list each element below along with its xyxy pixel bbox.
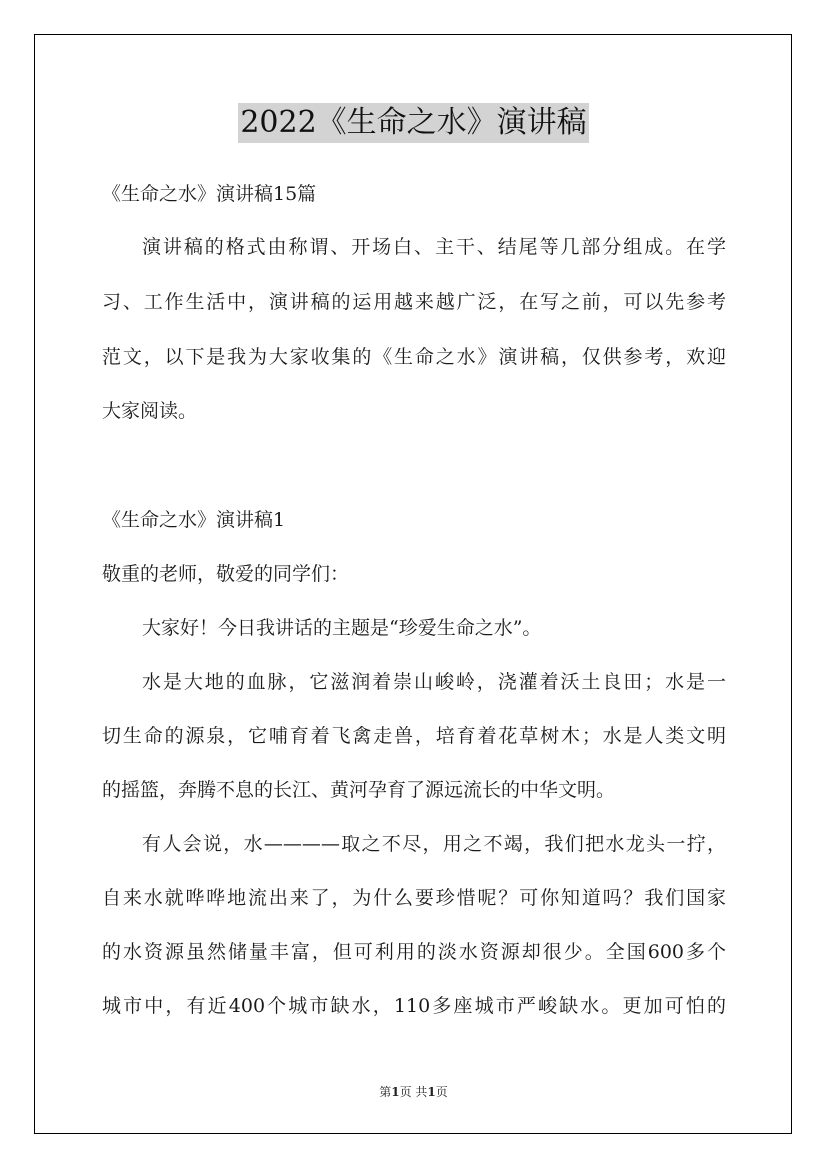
title-wrap [0,103,827,143]
para3-line-4: 城市中，有近400个城市缺水，110多座城市严峻缺水。更加可怕的 [102,995,726,1017]
para2-line-3: 的摇篮，奔腾不息的长江、黄河孕育了源远流长的中华文明。 [102,779,616,801]
intro-line-4: 大家阅读。 [102,400,198,422]
salutation: 敬重的老师，敬爱的同学们： [102,563,350,585]
page-footer [0,1085,827,1099]
para2-line-1: 水是大地的血脉，它滋润着崇山峻岭，浇灌着沃土良田；水是一 [142,671,726,693]
intro-line-1: 演讲稿的格式由称谓、开场白、主干、结尾等几部分组成。在学 [142,236,726,258]
footer-prefix: 第 [379,1085,392,1099]
document-title: 2022《生命之水》演讲稿 [238,103,588,143]
footer-page-current: 1 [391,1085,400,1099]
footer-suffix: 页 [435,1085,448,1099]
para3-line-1: 有人会说，水————取之不尽，用之不竭，我们把水龙头一拧， [142,833,726,855]
para3-line-3: 的水资源虽然储量丰富，但可利用的淡水资源却很少。全国600多个 [102,941,726,963]
para3-line-2: 自来水就哗哗地流出来了，为什么要珍惜呢？可你知道吗？我们国家 [102,887,726,909]
intro-line-3: 范文，以下是我为大家收集的《生命之水》演讲稿，仅供参考，欢迎 [102,346,726,368]
section-heading: 《生命之水》演讲稿1 [102,509,286,531]
footer-mid: 页 共 [399,1085,428,1099]
greeting: 大家好！今日我讲话的主题是“珍爱生命之水”。 [142,617,542,639]
intro-line-2: 习、工作生活中，演讲稿的运用越来越广泛，在写之前，可以先参考 [102,291,726,313]
para2-line-2: 切生命的源泉，它哺育着飞禽走兽，培育着花草树木；水是人类文明 [102,725,726,747]
document-subtitle: 《生命之水》演讲稿15篇 [102,183,317,205]
footer-page-total: 1 [427,1085,436,1099]
